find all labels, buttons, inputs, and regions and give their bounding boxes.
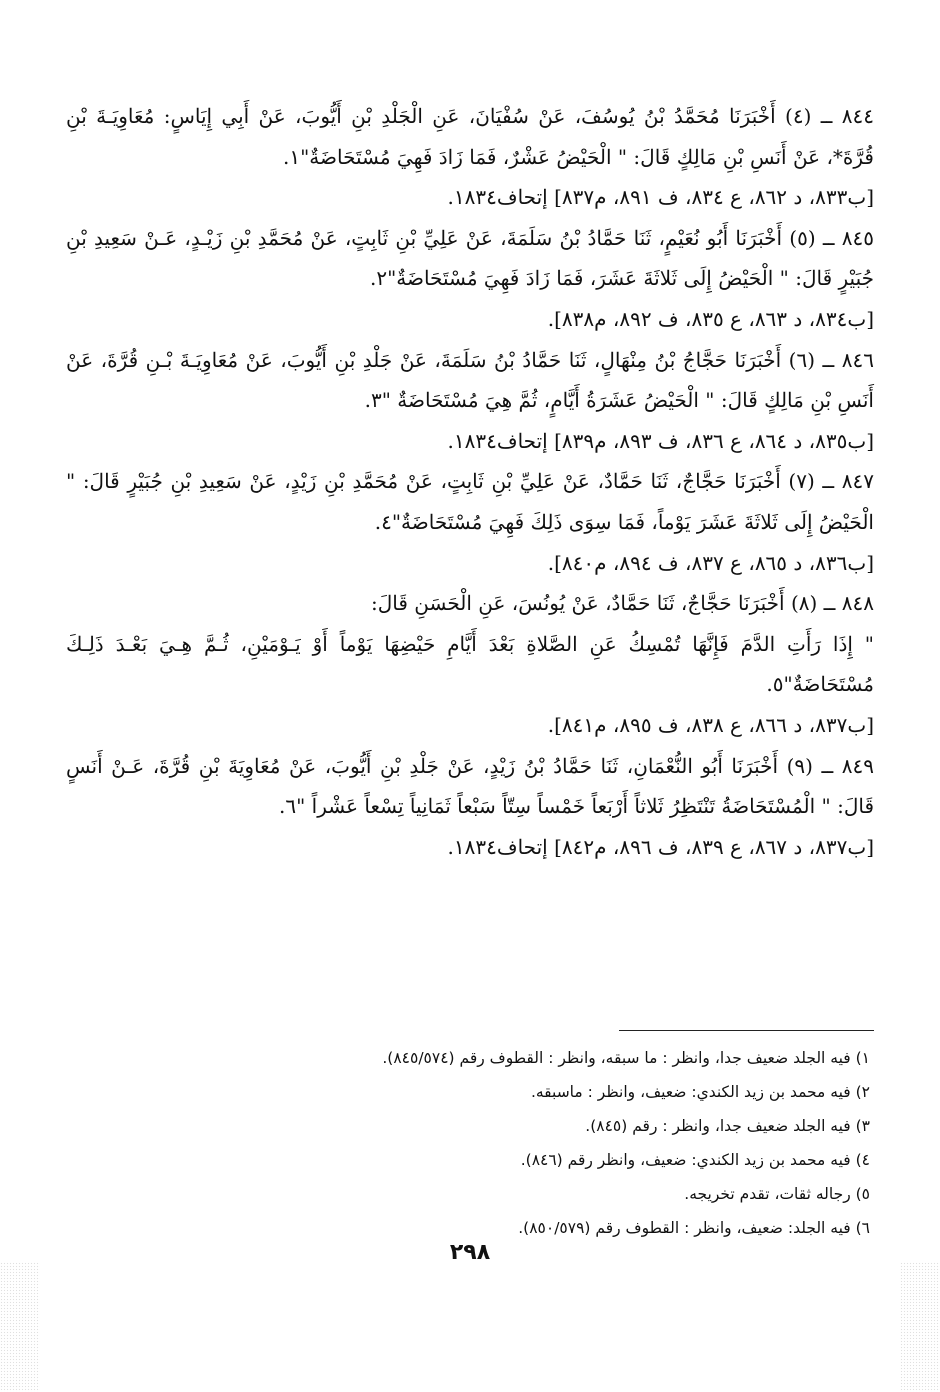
hadith-849: ٨٤٩ ــ (٩) أَخْبَرَنَا أَبُو النُّعْمَانِ، ثَنَا حَمَّادُ بْنُ زَيْدٍ، عَنْ جَلْدِ بْنِ أَيُّوبَ، عَنْ مُعَاوِيَةَ بْنِ قُرَّةَ، عَـنْ أَنَسٍ قَالَ: " الْمُسْتَحَاضَةُ تَنْتَظِرُ ثَلاثاً أَرْبَعاً خَمْساً سِتّاً سَبْعاً ثَمَانِياً تِسْعاً عَشْراً "٦. (66, 753, 874, 819)
hadith-846-reference: [ب٨٣٥، د ٨٦٤، ع ٨٣٦، ف ٨٩٣، م٨٣٩] إتحاف١٨٣٤. (447, 428, 874, 453)
hadith-847: ٨٤٧ ــ (٧) أَخْبَرَنَا حَجَّاجٌ، ثَنَا حَمَّادٌ، عَنْ عَلِيِّ بْنِ ثَابِتٍ، عَنْ مُحَمَّدِ بْنِ زَيْدٍ، عَنْ سَعِيدِ بْنِ جُبَيْرٍ قَالَ: " الْحَيْضُ إِلَى ثَلاثَةَ عَشَرَ يَوْماً، فَمَا سِوَى ذَلِكَ فَهِيَ مُسْتَحَاضَةٌ"٤. (66, 469, 874, 534)
hadith-847-reference: [ب٨٣٦، د ٨٦٥، ع ٨٣٧، ف ٨٩٤، م٨٤٠]. (547, 550, 874, 575)
hadith-845: ٨٤٥ ــ (٥) أَخْبَرَنَا أَبُو نُعَيْمٍ، ثَنَا حَمَّادُ بْنُ سَلَمَةَ، عَنْ عَلِيِّ بْنِ ثَابِتٍ، عَنْ مُحَمَّدِ بْنِ زَيْـدٍ، عَـنْ سَعِيدِ بْنِ جُبَيْرٍ قَالَ: " الْحَيْضُ إِلَى ثَلاثَةَ عَشَرَ، فَمَا زَادَ فَهِيَ مُسْتَحَاضَةٌ"٢. (66, 225, 874, 291)
scan-noise-right (900, 1262, 940, 1392)
hadith-text-block (66, 96, 874, 867)
hadith-845-reference: [ب٨٣٤، د ٨٦٣، ع ٨٣٥، ف ٨٩٢، م٨٣٨]. (547, 306, 874, 331)
footnote-3: ٣) فيه الجلد ضعيف جدا، وانظر : رقم (٨٤٥). (585, 1117, 870, 1135)
hadith-848-intro: ٨٤٨ ــ (٨) أَخْبَرَنَا حَجَّاجٌ، ثَنَا حَمَّادٌ، عَنْ يُونُسَ، عَنِ الْحَسَنِ قَالَ: (371, 591, 874, 616)
scan-noise-left (0, 1262, 40, 1392)
page-number: ٢٩٨ (449, 1240, 491, 1265)
footnote-5: ٥) رجاله ثقات، تقدم تخريجه. (684, 1185, 870, 1203)
hadith-849-reference: [ب٨٣٧، د ٨٦٧، ع ٨٣٩، ف ٨٩٦، م٨٤٢] إتحاف١٨٣٤. (447, 834, 874, 859)
footnote-1: ١) فيه الجلد ضعيف جدا، وانظر : ما سبقه، وانظر : القطوف رقم (٨٤٥/٥٧٤). (382, 1049, 870, 1067)
hadith-844: ٨٤٤ ــ (٤) أَخْبَرَنَا مُحَمَّدُ بْنُ يُوسُفَ، عَنْ سُفْيَانَ، عَنِ الْجَلْدِ بْنِ أَيُّوبَ، عَنْ أَبِي إِيَاسٍ: مُعَاوِيَـةَ بْنِ قُرَّةَ*، عَنْ أَنَسِ بْنِ مَالِكٍ قَالَ: " الْحَيْضُ عَشْرٌ، فَمَا زَادَ فَهِيَ مُسْتَحَاضَةٌ"١. (66, 104, 874, 169)
footnotes (66, 1041, 870, 1245)
hadith-848-reference: [ب٨٣٧، د ٨٦٦، ع ٨٣٨، ف ٨٩٥، م٨٤١]. (547, 712, 874, 737)
footnote-4: ٤) فيه محمد بن زيد الكندي: ضعيف، وانظر رقم (٨٤٦). (520, 1151, 870, 1169)
footnote-6: ٦) فيه الجلد: ضعيف، وانظر : القطوف رقم (٨٥٠/٥٧٩). (518, 1219, 870, 1237)
hadith-846: ٨٤٦ ــ (٦) أَخْبَرَنَا حَجَّاجُ بْنُ مِنْهَالٍ، ثَنَا حَمَّادُ بْنُ سَلَمَةَ، عَنْ جَلْدِ بْنِ أَيُّوبَ، عَنْ مُعَاوِيَـةَ بْـنِ قُرَّةَ، عَنْ أَنَسِ بْنِ مَالِكٍ قَالَ: " الْحَيْضُ عَشَرَةُ أَيَّامٍ، ثُمَّ هِيَ مُسْتَحَاضَةٌ "٣. (66, 347, 874, 413)
hadith-848-quote: " إِذَا رَأَتِ الدَّمَ فَإِنَّهَا تُمْسِكُ عَنِ الصَّلاةِ بَعْدَ أَيَّامِ حَيْضِهَا يَوْماً أَوْ يَـوْمَيْنِ، ثُـمَّ هِـيَ بَعْـدَ ذَلِـكَ مُسْتَحَاضَةٌ"٥. (66, 631, 874, 697)
footnote-divider (619, 1030, 874, 1031)
footnote-2: ٢) فيه محمد بن زيد الكندي: ضعيف، وانظر : ماسبقه. (530, 1083, 870, 1101)
hadith-844-reference: [ب٨٣٣، د ٨٦٢، ع ٨٣٤، ف ٨٩١، م٨٣٧] إتحاف١٨٣٤. (447, 185, 874, 210)
